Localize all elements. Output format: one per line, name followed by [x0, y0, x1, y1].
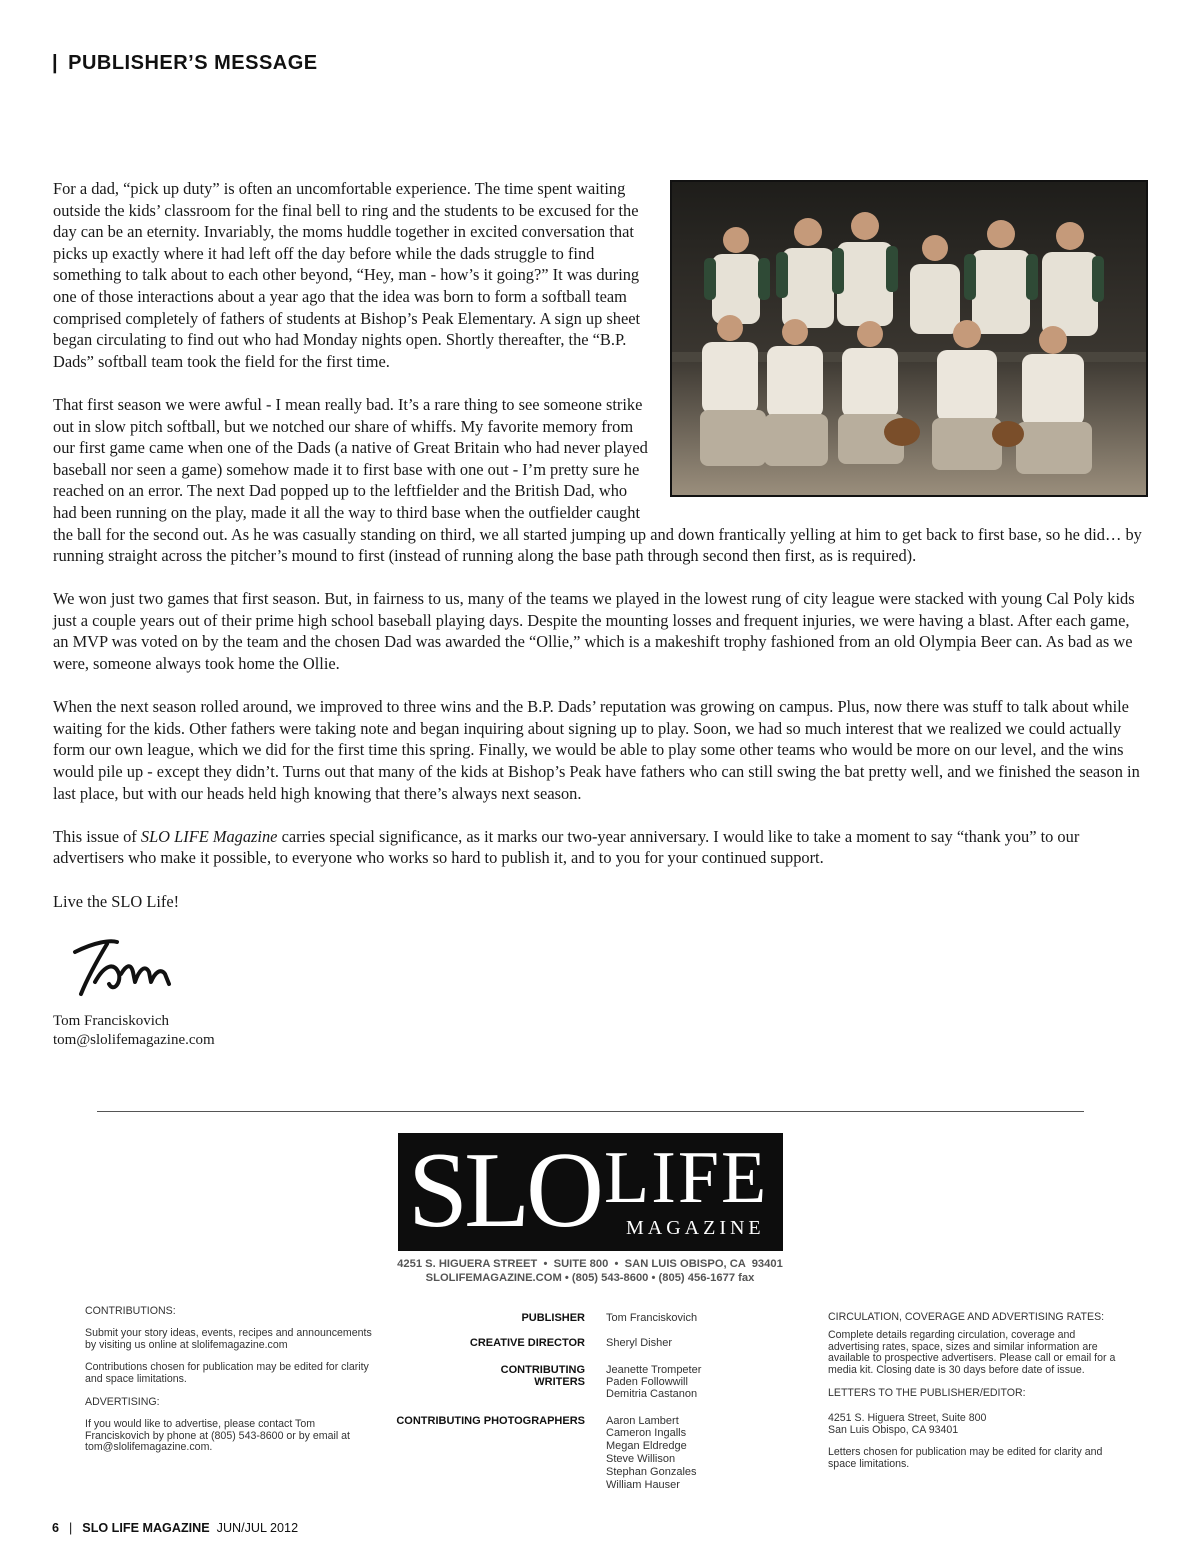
magazine-address: [340, 1257, 840, 1285]
divider: [97, 1111, 1084, 1112]
writer-name: Demitria Castanon: [606, 1388, 698, 1400]
rates-column: [828, 1312, 1118, 1482]
publisher-name: Tom Franciskovich: [606, 1312, 698, 1324]
author-name: Tom Franciskovich: [53, 1012, 170, 1029]
signature-image: [65, 934, 185, 1004]
footer-magazine-name: SLO LIFE MAGAZINE: [82, 1521, 210, 1535]
staff-roles: [345, 1312, 585, 1482]
article-paragraph: [53, 826, 1148, 869]
article-paragraph: When the next season rolled around, we improved to three wins and the B.P. Dads’ reputation was growing on campus. Plus, now there was stuff to talk about while waiting for the kids. Other fathers were taking note and began inquiring about signing up to play. Soon, we had so much interest that we realized we could actually form our own league, which we did for the first time this spring. Finally, we would be able to play some other teams who would be more on our level, and the wins would pile up - except they didn’t. Turns out that many of the kids at Bishop’s Peak have fathers who can still swing the bat pretty well, and we finished the season in last place, but with our heads held high knowing that there’s always next season.: [53, 697, 1140, 803]
letters-note: Letters chosen for publication may be edited for clarity and space limitations.: [828, 1446, 1103, 1471]
writers-label-line2: WRITERS: [534, 1376, 585, 1388]
logo-magazine-text: MAGAZINE: [626, 1217, 765, 1239]
footer-issue-date: JUN/JUL 2012: [216, 1521, 299, 1535]
photographer-name: William Hauser: [606, 1479, 680, 1491]
rates-label: CIRCULATION, COVERAGE AND ADVERTISING RATES:: [828, 1311, 1105, 1323]
section-header: [52, 52, 318, 75]
sign-off: Live the SLO Life!: [53, 891, 180, 911]
article-paragraph: We won just two games that first season. But, in fairness to us, many of the teams we played in the lowest rung of city league were stacked with young Cal Poly kids just a couple years out of their prime high school baseball playing days. Despite the mounting losses and frequent injuries, we were having a blast. After each game, an MVP was voted on by the team and the chosen Dad was awarded the “Ollie,” which is a makeshift trophy fashioned from an old Olympia Beer can. As bad as we were, someone always took home the Ollie.: [53, 589, 1135, 674]
article-body: [53, 178, 1148, 1050]
logo-slo-text: SLO: [408, 1131, 601, 1250]
team-photo: [670, 180, 1148, 497]
logo-life-text: LIFE: [604, 1137, 769, 1219]
contributions-label: CONTRIBUTIONS:: [85, 1305, 176, 1317]
article-paragraph: For a dad, “pick up duty” is often an uncomfortable experience. The time spent waiting outside the kids’ classroom for the final bell to ring and the students to be excused for the day can be an eternity. Invariably, the moms huddle together in excited conversation that picks up exactly where it had left off the day before while the dads struggle to find something to talk about to each other beyond, “Hey, man - how’s it going?” It was during one of those interactions about a year ago that the idea was born to form a softball team comprised completely of fathers of students at Bishop’s Peak Elementary. A sign up sheet began circulating to find out who had Monday nights open. Shortly thereafter, the “B.P. Dads” softball team took the field for the first time.: [53, 179, 641, 371]
creative-director-label: CREATIVE DIRECTOR: [469, 1337, 585, 1349]
author-email[interactable]: tom@slolifemagazine.com: [53, 1031, 215, 1048]
advertising-label: ADVERTISING:: [85, 1395, 160, 1408]
letters-label: LETTERS TO THE PUBLISHER/EDITOR:: [828, 1386, 1026, 1399]
photographer-name: Aaron Lambert: [606, 1415, 679, 1427]
letters-address-line: San Luis Obispo, CA 93401: [828, 1423, 959, 1436]
team-photo-image: [672, 182, 1146, 495]
address-line: 4251 S. HIGUERA STREET • SUITE 800 • SAN LUIS OBISPO, CA 93401: [397, 1258, 783, 1270]
writer-name: Jeanette Trompeter: [606, 1364, 702, 1376]
magazine-name: SLO LIFE Magazine: [140, 826, 278, 846]
photographer-name: Steve Willison: [606, 1453, 676, 1465]
photographer-name: Cameron Ingalls: [606, 1427, 687, 1439]
page-footer: [52, 1521, 298, 1535]
writer-name: Paden Followwill: [606, 1376, 688, 1388]
advertising-text: If you would like to advertise, please contact Tom Franciskovich by phone at (805) 543-8600 or by email at tom@slolifemagazine.com.: [85, 1417, 350, 1454]
magazine-logo: [398, 1133, 783, 1251]
page-number: 6: [52, 1521, 60, 1535]
creative-director-name: Sheryl Disher: [606, 1337, 673, 1349]
publisher-label: PUBLISHER: [521, 1312, 585, 1324]
photographer-name: Stephan Gonzales: [606, 1466, 697, 1478]
letters-address-line: 4251 S. Higuera Street, Suite 800: [828, 1411, 987, 1424]
page-title: PUBLISHER’S MESSAGE: [68, 52, 318, 74]
header-bar: |: [52, 52, 59, 74]
paragraph-text: carries special significance, as it marks our two-year anniversary. I would like to take a moment to say “thank you” to our advertisers who make it possible, to everyone who works so hard to publish it, and to you for your continued support.: [53, 826, 1080, 868]
photographers-label: CONTRIBUTING PHOTOGRAPHERS: [396, 1415, 585, 1427]
contributions-text: Submit your story ideas, events, recipes and announcements by visiting us online at slolifemagazine.com: [85, 1326, 372, 1351]
rates-text: Complete details regarding circulation, coverage and advertising rates, space, sizes and similar information are available to prospective advertisers. Please call or email for a media kit. Closing date is 30 days before date of issue.: [828, 1328, 1116, 1377]
paragraph-text: This issue of: [53, 826, 141, 846]
contributions-note: Contributions chosen for publication may be edited for clarity and space limitations.: [85, 1361, 369, 1386]
article-paragraph: That first season we were awful - I mean really bad. It’s a rare thing to see someone strike out in slow pitch softball, but we notched our share of whiffs. My favorite memory from our first game came when one of the Dads (a native of Great Britain who had never played baseball nor seen a game) somehow made it to first base with one out - I’m pretty sure he reached on an error. The next Dad popped up to the leftfielder and the British Dad, who had been running on the play, made it all the way to third base when the outfielder caught the ball for the second out. As he was casually standing on third, we all started jumping up and down frantically yelling at him to get back to first base, so he did… by running straight across the pitcher’s mound to first (instead of running along the base path through second then first, as is required).: [53, 394, 1142, 566]
writers-label-line1: CONTRIBUTING: [500, 1364, 585, 1376]
contact-line: SLOLIFEMAGAZINE.COM • (805) 543-8600 • (805) 456-1677 fax: [425, 1272, 755, 1284]
photographer-name: Megan Eldredge: [606, 1440, 687, 1452]
contributions-column: [85, 1306, 375, 1465]
footer-separator: |: [69, 1521, 73, 1535]
